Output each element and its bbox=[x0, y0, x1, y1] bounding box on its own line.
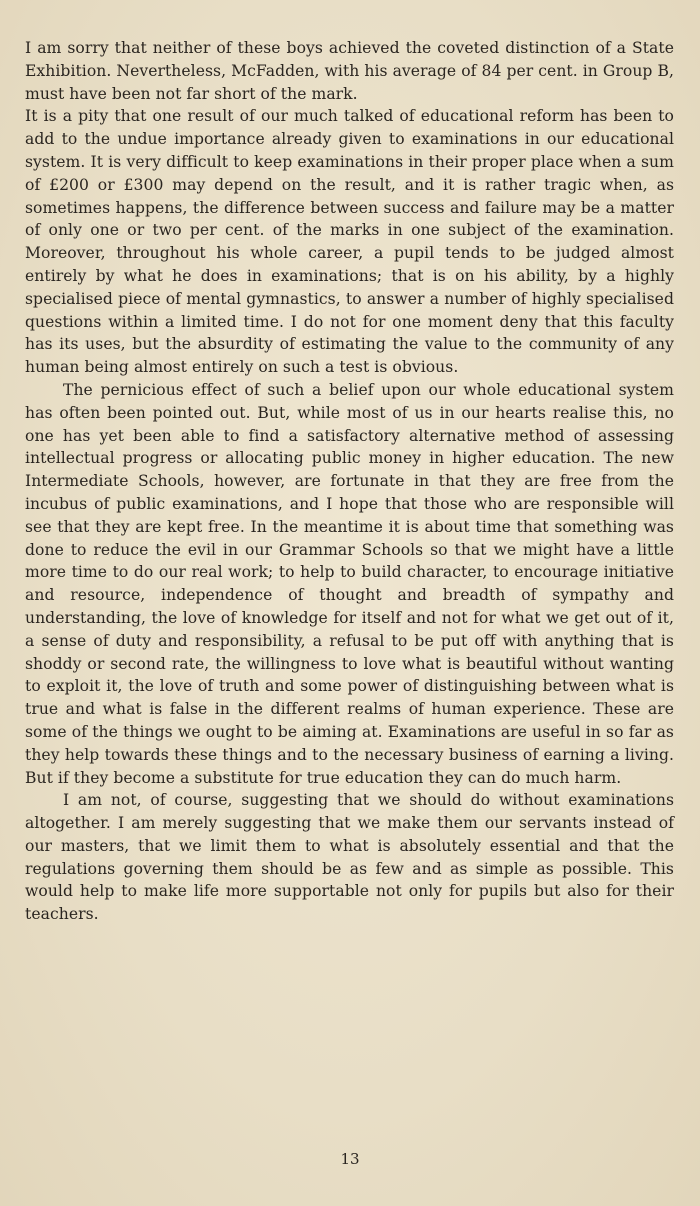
body-text bbox=[25, 37, 674, 926]
paragraph-1: I am sorry that neither of these boys achieved the coveted distinction of a State Exhibition. Nevertheless, McFadden, with his average of 84 per cent. in Group B, must have been not far short of the mark. bbox=[25, 39, 674, 103]
paragraph-3: The pernicious effect of such a belief upon our whole educational system has often been pointed out. But, while most of us in our hearts realise this, no one has yet been able to find a satisfactory alternative method of assessing intellectual progress or allocating public money in higher education. The new Intermediate Schools, however, are fortunate in that they are free from the incubus of public examinations, and I hope that those who are responsible will see that they are kept free. In the meantime it is about time that something was done to reduce the evil in our Grammar Schools so that we might have a little more time to do our real work; to help to build character, to encourage initiative and resource, independence of thought and breadth of sympathy and understanding, the love of knowledge for itself and not for what we get out of it, a sense of duty and responsibility, a refusal to be put off with anything that is shoddy or second rate, the willingness to love what is beautiful without wanting to exploit it, the love of truth and some power of distinguishing between what is true and what is false in the different realms of human experience. These are some of the things we ought to be aiming at. Examinations are useful in so far as they help towards these things and to the necessary business of earning a living. But if they become a substitute for true education they can do much harm. bbox=[25, 380, 674, 787]
paragraph-2: It is a pity that one result of our much talked of educational reform has been to add to the undue importance already given to examinations in our educational system. It is very difficult to keep examinations in their proper place when a sum of £200 or £300 may depend on the result, and it is rather tragic when, as sometimes happens, the difference between success and failure may be a matter of only one or two per cent. of the marks in one subject of the examination. Moreover, throughout his whole career, a pupil tends to be judged almost entirely by what he does in examinations; that is on his ability, by a highly specialised piece of mental gymnastics, to answer a number of highly specialised questions within a limited time. I do not for one moment deny that this faculty has its uses, but the absurdity of estimating the value to the community of any human being almost entirely on such a test is obvious. bbox=[25, 107, 674, 377]
page-number: 13 bbox=[340, 1150, 360, 1168]
paragraph-4: I am not, of course, suggesting that we should do without examinations altogether. I am merely suggesting that we make them our servants instead of our masters, that we limit them to what is absolutely essential and that the regulations governing them should be as few and as simple as possible. This would help to make life more supportable not only for pupils but also for their teachers. bbox=[25, 791, 674, 924]
